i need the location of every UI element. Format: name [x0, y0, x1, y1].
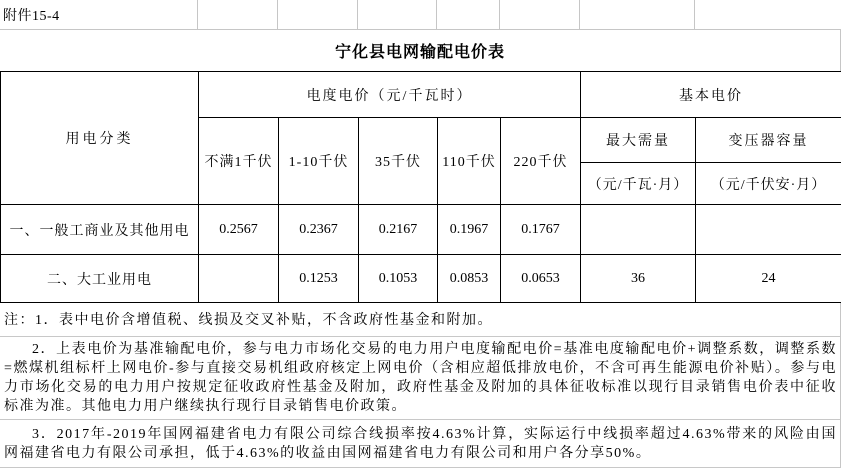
- price-cell: 0.2367: [279, 205, 359, 255]
- category-cell: 二、大工业用电: [1, 255, 199, 303]
- price-cell: 0.0853: [438, 255, 501, 303]
- title-row: [0, 30, 841, 71]
- price-cell: 0.1767: [501, 205, 581, 255]
- price-cell: 0.1053: [359, 255, 438, 303]
- header-usage-class: 用电分类: [1, 72, 199, 205]
- header-voltage-1-10kv: 1-10千伏: [279, 118, 359, 205]
- price-cell: [199, 255, 279, 303]
- note-3: 3．2017年-2019年国网福建省电力有限公司综合线损率按4.63%计算，实际运行中线损率超过4.63%带来的风险由国网福建省电力有限公司承担，低于4.63%的收益由国网福建省电力有限公司和用户各分享50%。: [0, 420, 840, 468]
- note-2: 2．上表电价为基准输配电价，参与电力市场化交易的电力用户电度输配电价=基准电度输配电价+调整系数，调整系数=燃煤机组标杆上网电价-参与直接交易机组政府核定上网电价（含相应超低排放电价，不含可再生能源电价补贴）。参与电力市场化交易的电力用户按规定征收政府性基金及附加，政府性基金及附加的具体征收标准以现行目录销售电价表中征收标准为准。其他电力用户继续执行现行目录销售电价政策。: [0, 337, 840, 420]
- max-demand-cell: 36: [581, 255, 696, 303]
- category-cell: 一、一般工商业及其他用电: [1, 205, 199, 255]
- price-cell: 0.0653: [501, 255, 581, 303]
- note-1: 注：1．表中电价含增值税、线损及交叉补贴，不含政府性基金和附加。: [0, 303, 840, 337]
- table-row-large-industry: [1, 255, 841, 303]
- sheet-top-row: [0, 0, 841, 30]
- header-transformer-capacity-unit: （元/千伏安·月）: [696, 163, 841, 205]
- page-title: 宁化县电网输配电价表: [334, 44, 505, 61]
- price-cell: 0.1253: [279, 255, 359, 303]
- header-voltage-under1kv: 不满1千伏: [199, 118, 279, 205]
- header-voltage-35kv: 35千伏: [359, 118, 438, 205]
- header-max-demand: 最大需量: [581, 118, 696, 163]
- transformer-capacity-cell: [696, 205, 841, 255]
- sheet-cell: [695, 0, 841, 29]
- sheet-cell: [278, 0, 358, 29]
- price-cell: 0.1967: [438, 205, 501, 255]
- header-voltage-220kv: 220千伏: [501, 118, 581, 205]
- transformer-capacity-cell: 24: [696, 255, 841, 303]
- notes-section: [0, 303, 841, 468]
- attachment-label: 附件15-4: [3, 8, 60, 24]
- sheet-cell: [198, 0, 278, 29]
- sheet-cell: [437, 0, 500, 29]
- sheet-cell: [580, 0, 695, 29]
- attachment-label-cell: [0, 0, 198, 29]
- header-max-demand-unit: （元/千瓦·月）: [581, 163, 696, 205]
- price-table: [0, 71, 841, 303]
- table-row-general-commerce: [1, 205, 841, 255]
- header-transformer-capacity: 变压器容量: [696, 118, 841, 163]
- sheet-cell: [358, 0, 437, 29]
- sheet-cell: [500, 0, 580, 29]
- price-cell: 0.2567: [199, 205, 279, 255]
- header-basic-price-group: 基本电价: [581, 72, 841, 118]
- max-demand-cell: [581, 205, 696, 255]
- price-cell: 0.2167: [359, 205, 438, 255]
- header-voltage-110kv: 110千伏: [438, 118, 501, 205]
- header-energy-price-group: 电度电价（元/千瓦时）: [199, 72, 581, 118]
